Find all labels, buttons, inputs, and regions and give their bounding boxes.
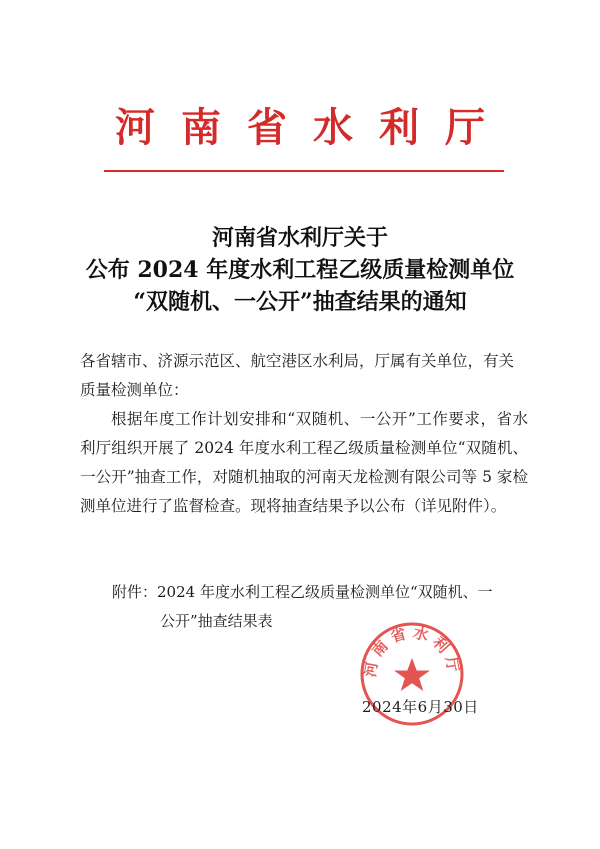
seal-star-icon <box>394 658 430 691</box>
attachment-line-2: 公开”抽查结果表 <box>160 612 273 630</box>
attachment-note <box>112 578 532 636</box>
issue-date: 2024年6月30日 <box>362 698 479 716</box>
document-body <box>80 347 528 521</box>
salutation: 各省辖市、济源示范区、航空港区水利局，厅属有关单位，有关质量检测单位： <box>80 352 515 399</box>
attachment-line-1: 附件：2024 年度水利工程乙级质量检测单位“双随机、一 <box>112 583 493 601</box>
title-line-3: “双随机、一公开”抽查结果的通知 <box>133 289 467 315</box>
title-line-1: 河南省水利厅关于 <box>211 225 388 251</box>
seal-text-path: 河南省水利厅 <box>361 623 463 679</box>
body-paragraph: 根据年度工作计划安排和“双随机、一公开”工作要求，省水利厅组织开展了 2024 年度水利工程乙级质量检测单位“双随机、一公开”抽查工作，对随机抽取的河南天龙检测有限公司等 5 家检测单位进行了监督检查。现将抽查结果予以公布（详见附件）。 <box>80 410 528 515</box>
title-line-2: 公布 2024 年度水利工程乙级质量检测单位 <box>85 257 515 283</box>
masthead-divider <box>104 170 504 172</box>
masthead-org-name: 河南省水利厅 <box>115 104 511 151</box>
document-title <box>0 222 600 318</box>
